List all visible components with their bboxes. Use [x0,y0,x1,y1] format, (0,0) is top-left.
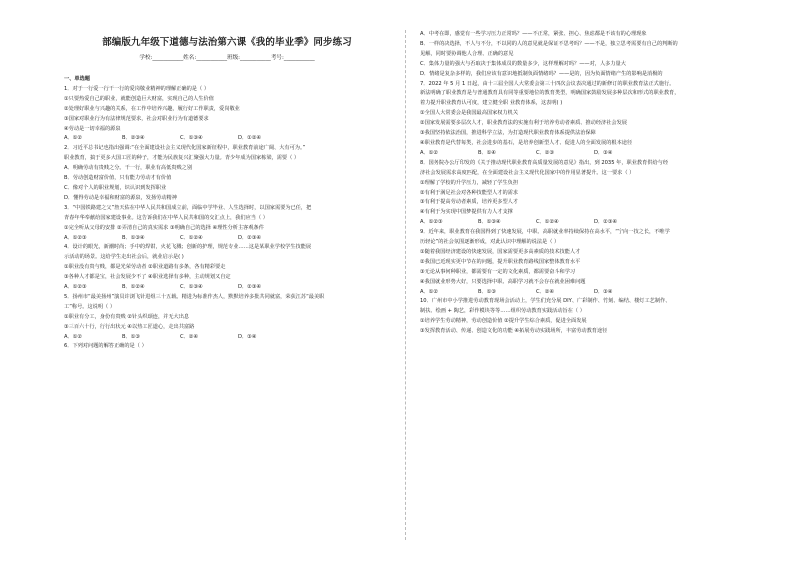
q2-stem: 2．习近平总书记也指出强调:“在全面建设社会主义现代化国家新征程中，职业教育前途广阔、大有可为。” [64,145,306,152]
q1-item: ①只要热爱自己的职业，就能创造巨大财富，实现自己的人生价值 [64,95,214,102]
q8-item: ②有利于满足社会对各种技能型人才的需求 [420,189,519,196]
right-column [420,30,746,540]
q4-item: 示活动的场景。这给学生走出社会后，就业启示是( ) [64,254,184,261]
q7-item: ③我国坚持依法治国，推进科学立法，为打造现代职业教育体系提供法治保障 [420,130,596,137]
student-info-fields: 学校:___________姓名:___________班级:___________考号:___________ [139,55,315,61]
option-b: B．①③ [122,333,141,340]
option-c: C．②③ [536,149,555,156]
option-d: D．②③④ [238,234,262,241]
q6-stem: 6．下列对问题的解答正确的是（ ） [64,343,147,350]
option-b: B．①③ [478,288,497,295]
q7-item: ①全国人大常委会是我国最高国家权力机关 [420,110,519,117]
q10-item: 制扶、绘画 + 陶艺，彩作模块等等……组织劳动教育实践活动旨在（ ） [420,308,585,315]
option-c: C．①②④ [536,219,559,226]
q7-item: 着力提升职业教育认可度，建立健全职 业教育体系，这表明( ) [420,100,563,107]
q6-option: D．情绪是复杂多样的，我们应该有意识地抵制负面情绪吗？——是的，因为负面情绪产生的影响是消极的 [420,70,663,77]
q2-item: C．像对个人的职业规划，识认识到发挥职业 [64,184,167,191]
q10-stem: 10．广州市中小学推进劳动教育现场会活动上，学生们充分展 DIY、广彩制作、竹刻、编结、楼灯工艺制作、 [420,298,671,305]
q9-item: ②我国已近现实更中节在的问题，提升职业教育路线国家整体教育水平 [420,258,581,265]
q5-options [64,333,390,343]
q1-stem: 1．对于一行爱一行干一行的爱岗敬业精神的理解正确的是（ ） [64,85,210,92]
option-d: D．③④ [594,149,613,156]
q6-option: 见解，同时要协调他人合理、正确的意见 [420,50,514,57]
option-a: A．①② [420,288,439,295]
q6-option: A．中考在即，感觉有一些学习压力正常吗？——不正常，紧张、担心、焦虑都是不该有的心理现象 [420,31,647,37]
q9-options [420,288,746,298]
q2-item: B．劳动创造财富价值，只有能力劳动才有价值 [64,175,172,182]
q8-item: ④有利于为实现中国梦提供有力人才支撑 [420,209,513,216]
option-d: D．①②④ [238,135,262,142]
q8-item: 济社会发展需求高度匹配，在全面建设社会主义现代化国家中的作用显著提升。这一要求（ ） [420,169,635,176]
q3-item: ①完全听从父母的安排 ②弄清自己的真实需求 ③明确自己的选择 ④理性分析主客观条件 [64,224,264,231]
option-c: C．①③④ [180,135,203,142]
q8-item: ①理解了学校的升学压力，减轻了学生负担 [420,179,519,186]
option-d: D．③④ [238,333,257,340]
q1-item: ③国家对职业行为有法律规范要求，社会对职业行为有道德要求 [64,115,209,122]
q3-item: 青春年华奉献给国家建设事业。这告诉我们在中华人民共和国的交汇点上，我们应当（ ） [64,214,268,221]
q1-item: ④劳动是一切幸福的源泉 [64,125,121,132]
column-divider [405,30,406,540]
q9-item: 历轻论”的社会氛围逐渐形成，对此认识中理解的说法是（ ） [420,239,560,246]
left-column [64,30,390,540]
option-a: A．①② [64,135,83,142]
q8-stem: 8．国务院办公厅印发的《关于推动现代职业教育高质量发展的意见》指出，到 2035 年，职业教育供给与经 [420,159,669,166]
q4-options [64,283,390,293]
q2-item: D．懂得劳动是幸福和财富的源泉，发扬劳动精神 [64,194,177,201]
option-d: D．③④ [594,288,613,295]
q9-item: ③无论从事何种职业，都需要有一定的文化素质，都需要奋斗和学习 [420,268,576,275]
q2-item: A．明确劳动有贵贱之分。干一行，职业有高低贵贱之别 [64,165,193,172]
option-b: B．①②④ [122,284,145,291]
option-b: B．①④ [478,149,497,156]
q10-item: ③发挥教育活动、传递、创造文化的功能 ④拓展劳动实践场所，丰富劳动教育途径 [420,328,608,335]
option-b: B．②③④ [122,135,145,142]
q2-item: 职业教育，搞于更多大国工匠的种子，才能为民族复兴汇聚强大力量。青少年成为国家栋梁，需要（ ） [64,155,300,162]
section-heading: 一、单选题 [64,76,90,82]
option-b: B．①③④ [122,234,145,241]
q1-item: ②处理好职业与兴趣的关系，在工作中培养兴趣，履行好工作职责，爱岗敬业 [64,105,240,112]
q7-item: ②国家发展需要多层次人才，职业教育法的实施有利于培养劳动者素质、推动经济社会发展 [420,120,627,127]
q5-item: ③三百六十行，行行出状元 ④以热工匠道心，走出共富路 [64,323,195,330]
q3-stem: 3．“中国铁路建之父”詹天佑在中华人民共和国成立前，面临中学毕业、人生选择时，以国家需要为已任，把 [64,204,312,211]
q6-option: B．一样的决选择，不人与不分，不以同的人的意见就是保证不思考吗？——不是，独立思考需要有自己的判断的 [420,40,678,47]
q5-item: 工”称号。这说明（ ） [64,303,116,310]
option-a: A．①②③ [64,234,87,241]
page-title: 部编版九年级下道德与法治第六课《我的毕业季》同步练习 [102,37,352,48]
option-b: B．①③④ [478,219,501,226]
q7-options [420,149,746,159]
q4-item: ③各种人才都是宝，社会发展少不了 ④职业选择有多种，主动规划又自定 [64,274,231,281]
option-d: D．②③④ [594,219,618,226]
q8-item: ③有利于提高劳动者素质，培养更多型人才 [420,199,519,206]
option-d: D．②③④ [238,284,262,291]
option-a: A．①② [64,333,83,340]
q10-item: ①培养学生劳动精神，劳动创造价值 ②提升学生综合素质，促进全面发展 [420,318,587,325]
option-c: C．①②④ [180,234,203,241]
option-c: C．①③④ [180,284,203,291]
q9-item: ④我国就业形势大好，只要选择中职、高职学习就不会存在就业困难问题 [420,278,586,285]
q7-item: 新法明确了职业教育是与普通教育具有同等重要地位的教育类型，明确国家鼓励发展多种层次和形式的职业教育， [420,90,680,97]
q9-stem: 9．近年来，职业教育在我国得到了快速发展，中职、高职就业率持续保持在高水平，“宁向一技之长，不唯学 [420,229,670,236]
worksheet-page [64,30,770,540]
q8-options [420,218,746,228]
q4-item: ①职业没有贵与贱，都是光荣劳动者 ②职业道路有多条，各有精彩要走 [64,264,226,271]
option-c: C．②④ [536,288,555,295]
option-c: C．②④ [180,333,199,340]
q7-item: ④职业教育是代替每类，社会进步的基石，是培养创新型人才、促进人的全面发展的根本途径 [420,139,633,146]
q4-stem: 4．设计的眼光，新潮时尚；手中的焊钳，火花飞溅；创新的护理，规范专业……这是某职业学校学生技能展 [64,244,312,251]
q3-options [64,234,390,244]
q9-item: ①随着我国经济建设的快速发展，国家需要更多高素质的技术技能人才 [420,248,581,255]
q6-option: C．集体力量的强大与否取决于集体成员的数量多少，这样理解对吗？——对，人多力量大 [420,60,626,67]
option-a: A．①②③ [64,284,87,291]
option-a: A．①② [420,149,439,156]
q5-item: ①职业有分工，身份有贵贱 ②针头织颂连，并无大出息 [64,313,190,320]
q7-stem: 7．2022 年 5 月 1 日起，由十三届全国人大常委会第三十四次会议表决通过的新修订的职业教育法正式施行。 [420,80,675,87]
q5-stem: 5．扬州市“最美扬州”演员许浏飞针进组三十五载。精进为标准作杰人，默默培养多批共同就富，荣获江苏“最美职 [64,293,325,300]
option-a: A．①②③ [420,219,443,226]
q1-options [64,134,390,144]
